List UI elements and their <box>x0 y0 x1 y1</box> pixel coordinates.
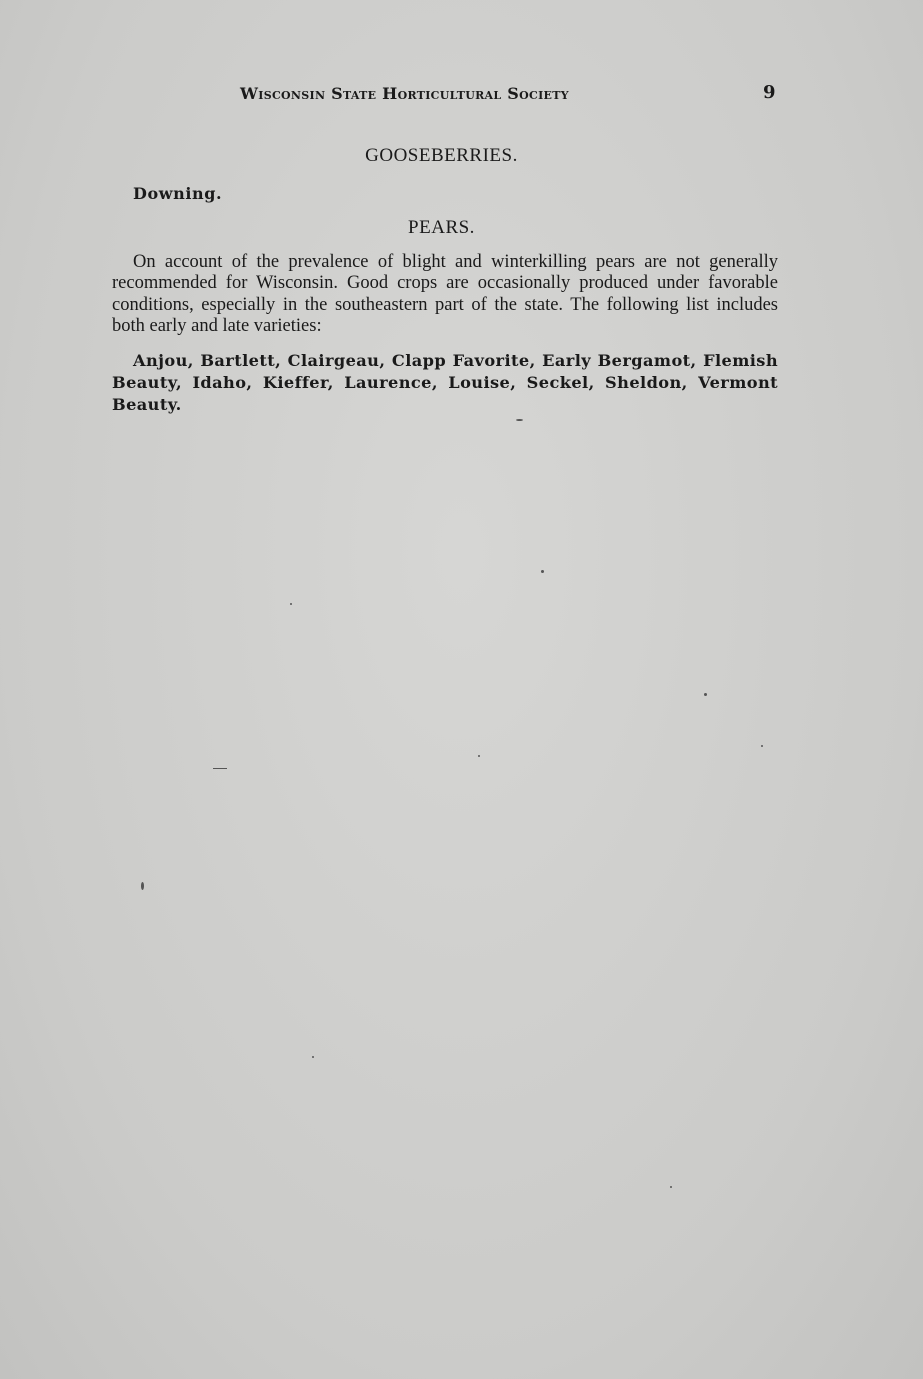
page-number: 9 <box>763 82 776 103</box>
paper-speck <box>213 768 227 769</box>
pears-paragraph: On account of the prevalence of blight and winterkilling pears are not generally recommended for Wisconsin. Good crops are occasionally produced under favorable conditions, especially in the southeastern part of the state. The following list includes both early and late varieties: <box>112 252 778 336</box>
paper-speck <box>516 419 523 421</box>
paper-speck <box>761 745 763 747</box>
paper-speck <box>290 603 292 605</box>
gooseberry-varieties: Downing. <box>133 184 223 203</box>
paper-speck <box>541 570 544 573</box>
paper-speck <box>312 1056 314 1058</box>
section-heading-gooseberries: GOOSEBERRIES. <box>365 145 518 166</box>
running-head: Wisconsin State Horticultural Society <box>240 84 569 103</box>
pear-varieties-list: Anjou, Bartlett, Clairgeau, Clapp Favorite, Early Bergamot, Flemish Beauty, Idaho, Kieffer, Laurence, Louise, Seckel, Sheldon, Vermont Beauty. <box>112 351 778 414</box>
paper-speck <box>141 882 144 890</box>
paper-speck <box>670 1186 672 1188</box>
paper-speck <box>478 755 480 757</box>
paper-speck <box>704 693 707 696</box>
section-heading-pears: PEARS. <box>408 217 475 238</box>
